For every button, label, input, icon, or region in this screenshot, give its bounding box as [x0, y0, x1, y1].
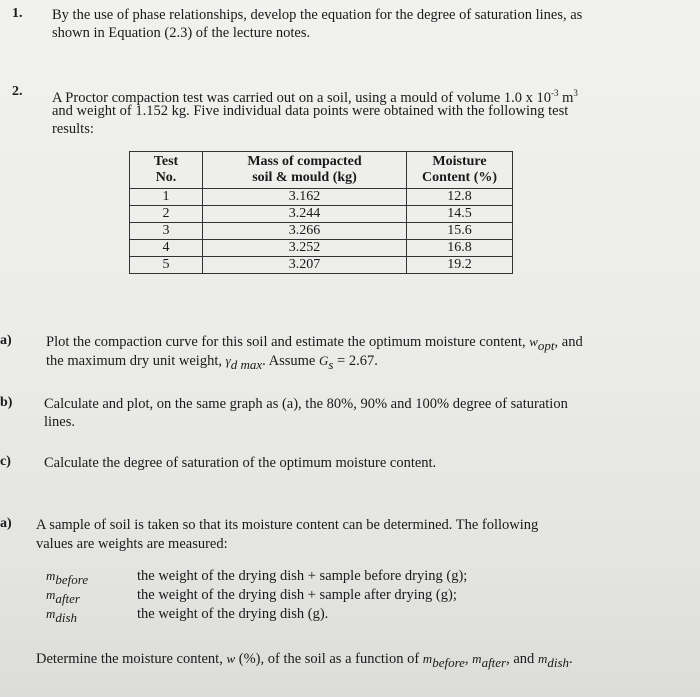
cell-mass: 3.244	[203, 206, 407, 223]
header-mass: Mass of compacted soil & mould (kg)	[203, 152, 407, 189]
cell-mass: 3.207	[203, 257, 407, 274]
cell-moisture: 14.5	[407, 206, 513, 223]
table-row	[130, 189, 513, 206]
header-test-no: Test No.	[130, 152, 203, 189]
part-b-label: b)	[0, 395, 13, 410]
part-c-label: c)	[0, 454, 11, 469]
definition-m-dish-symbol: $m_{dish}$	[46, 606, 78, 625]
part-b-line-2: lines.	[44, 414, 76, 430]
table-row	[130, 240, 513, 257]
cell-test-no: 5	[130, 257, 203, 274]
cell-test-no: 2	[130, 206, 203, 223]
cell-moisture: 16.8	[407, 240, 513, 257]
question-1-line-2: shown in Equation (2.3) of the lecture notes.	[52, 25, 311, 41]
cell-mass: 3.266	[203, 223, 407, 240]
cell-test-no: 1	[130, 189, 203, 206]
question-2-line-1: A Proctor compaction test was carried out on a soil, using a mould of volume 1.0 x $10^{-3}$ $m^3$	[52, 88, 578, 106]
definition-m-before-symbol: $m_{before}$	[46, 568, 89, 587]
definition-m-dish-text: the weight of the drying dish (g).	[137, 606, 329, 622]
question-2-line-2: and weight of 1.152 kg. Five individual data points were obtained with the following test	[52, 103, 569, 119]
part-a-line-2: the maximum dry unit weight, $\gamma_{d max}$. Assume $G_s = 2.67$.	[46, 353, 378, 372]
question-2-number: 2.	[12, 84, 23, 99]
cell-moisture: 15.6	[407, 223, 513, 240]
question-1-number: 1.	[12, 6, 23, 21]
cell-moisture: 12.8	[407, 189, 513, 206]
part-c-line-1: Calculate the degree of saturation of the optimum moisture content.	[44, 455, 437, 471]
cell-mass: 3.162	[203, 189, 407, 206]
table-row	[130, 206, 513, 223]
question-3a-final-line: Determine the moisture content, w (%), of the soil as a function of $m_{before}$, $m_{after}$, and $m_{dish}$.	[36, 651, 573, 670]
question-2-line-3: results:	[52, 121, 94, 137]
cell-moisture: 19.2	[407, 257, 513, 274]
part-a-line-1: Plot the compaction curve for this soil and estimate the optimum moisture content, $w_{opt}$, and	[46, 334, 583, 353]
table-row	[130, 223, 513, 240]
cell-test-no: 3	[130, 223, 203, 240]
question-3a-label: a)	[0, 516, 12, 531]
header-moisture: Moisture Content (%)	[407, 152, 513, 189]
definition-m-after-text: the weight of the drying dish + sample after drying (g);	[137, 587, 457, 603]
cell-mass: 3.252	[203, 240, 407, 257]
cell-test-no: 4	[130, 240, 203, 257]
part-a-label: a)	[0, 333, 12, 348]
definition-m-after-symbol: $m_{after}$	[46, 587, 80, 606]
question-3a-line-2: values are weights are measured:	[36, 536, 228, 552]
question-1-line-1: By the use of phase relationships, develop the equation for the degree of saturation lines, as	[52, 7, 583, 23]
table-header-row	[130, 152, 513, 189]
part-b-line-1: Calculate and plot, on the same graph as (a), the 80%, 90% and 100% degree of saturation	[44, 396, 568, 412]
question-3a-line-1: A sample of soil is taken so that its moisture content can be determined. The following	[36, 517, 539, 533]
proctor-data-table	[129, 151, 513, 274]
definition-m-before-text: the weight of the drying dish + sample before drying (g);	[137, 568, 468, 584]
table-row	[130, 257, 513, 274]
